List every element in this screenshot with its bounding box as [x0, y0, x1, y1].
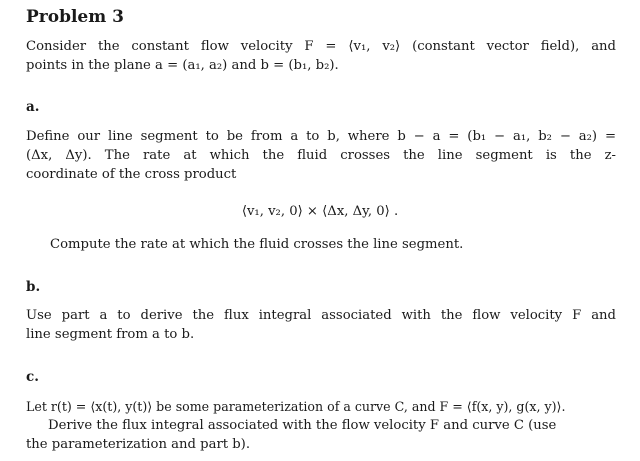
part-b-label: b. — [26, 279, 41, 295]
part-c-label: c. — [26, 369, 39, 385]
part-b-line-1: Use part a to derive the flux integral associated with the flow velocity F and — [26, 308, 616, 323]
intro-line-2: points in the plane a = (a₁, a₂) and b = (b₁, b₂). — [26, 58, 339, 73]
part-c-text — [26, 397, 626, 454]
problem-intro — [26, 37, 616, 75]
part-c-line-1: Let r(t) = ⟨x(t), y(t)⟩ be some parameterization of a curve C, and F = ⟨f(x, y), g(x, y)⟩. — [26, 399, 566, 414]
part-b-line-2: line segment from a to b. — [26, 327, 195, 342]
part-a-line-2: (Δx, Δy). The rate at which the fluid crosses the line segment is the z- — [26, 148, 616, 163]
problem-title: Problem 3 — [26, 7, 124, 27]
part-b-text — [26, 306, 616, 344]
part-a-label: a. — [26, 99, 40, 115]
cross-product-formula: ⟨v₁, v₂, 0⟩ × ⟨Δx, Δy, 0⟩ . — [241, 204, 399, 219]
part-c-line-3: the parameterization and part b). — [26, 437, 251, 452]
part-a-text — [26, 127, 616, 184]
part-c-line-2: Derive the flux integral associated with the flow velocity F and curve C (use — [48, 418, 557, 433]
part-a-line-3: coordinate of the cross product — [26, 167, 237, 182]
part-a-instruction: Compute the rate at which the fluid crosses the line segment. — [50, 237, 464, 252]
intro-line-1: Consider the constant flow velocity F = ⟨v₁, v₂⟩ (constant vector field), and — [26, 39, 616, 54]
part-a-line-1: Define our line segment to be from a to b, where b − a = (b₁ − a₁, b₂ − a₂) = — [26, 129, 616, 144]
